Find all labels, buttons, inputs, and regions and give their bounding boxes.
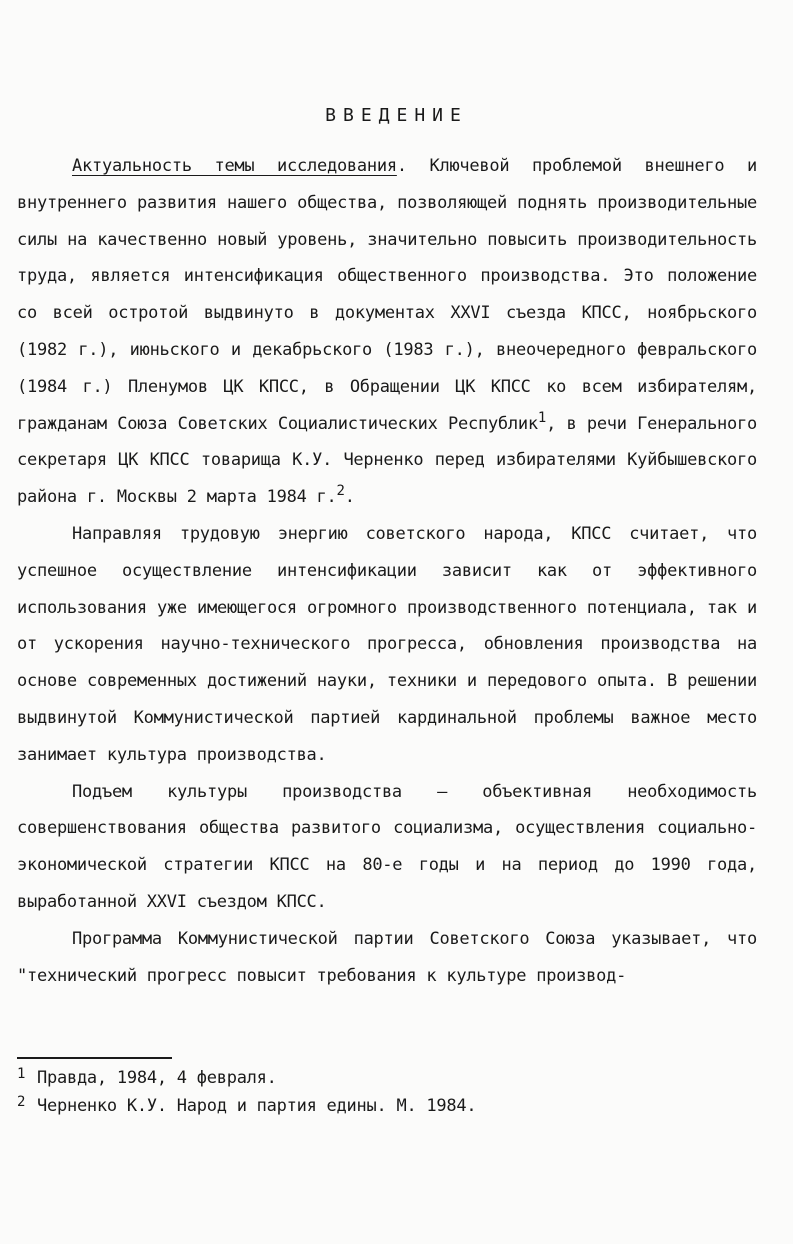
footnote-ref-2: 2	[336, 483, 345, 500]
paragraph-program: Программа Коммунистической партии Советского Союза указывает, что "технический прогресс повысит требования к культуре производ-	[17, 928, 757, 986]
section-lead: Актуальность темы исследования	[72, 156, 397, 176]
footnote-ref-1: 1	[537, 409, 547, 426]
footnote-2: 2 Черненко К.У. Народ и партия едины. М. 1984.	[17, 1094, 477, 1116]
paragraph-intensification: Направляя трудовую энергию советского народа, КПСС считает, что успешное осуществление интенсификации зависит как от эффективного использования уже имеющегося огромного производственного потенциала, так и от ускорения научно-технического прогресса, обновления производства на основе современных достижений науки, техники и передового опыта. В решении выдвинутой Коммунистической партией кардинальной проблемы важное место занимает культура производства.	[17, 523, 757, 765]
footnote-divider	[17, 1057, 172, 1059]
body-text	[17, 148, 757, 994]
paragraph-text: , в речи Генерального секретаря ЦК КПСС товарища К.У. Черненко перед избирателями Куйбышевского района г. Москвы 2 марта 1984 г.	[17, 413, 757, 508]
paragraph-text: . Ключевой проблемой внешнего и внутреннего развития нашего общества, позволяющей поднять производительные силы на качественно новый уровень, значительно повысить производительность труда, является интенсификация общественного производства. Это положение со всей остротой выдвинуто в документах XXVI съезда КПСС, ноябрьского (1982 г.), июньского и декабрьского (1983 г.), внеочередного февральского (1984 г.) Пленумов ЦК КПСС, в Обращении ЦК КПСС ко всем избирателям, гражданам Союза Советских Социалистических Республик	[17, 156, 758, 434]
paragraph-relevance: Актуальность темы исследования. Ключевой проблемой внешнего и внутреннего развития нашего общества, позволяющей поднять производительные силы на качественно новый уровень, значительно повысить производительность труда, является интенсификация общественного производства. Это положение со всей остротой выдвинуто в документах XXVI съезда КПСС, ноябрьского (1982 г.), июньского и декабрьского (1983 г.), внеочередного февральского (1984 г.) Пленумов ЦК КПСС, в Обращении ЦК КПСС ко всем избирателям, гражданам Союза Советских Социалистических Республик$^1$, в речи Генерального секретаря ЦК КПСС товарища К.У. Черненко перед избирателями Куйбышевского района г. Москвы 2 марта 1984 г.$^2$.	[17, 156, 758, 508]
footnotes	[17, 1064, 757, 1120]
footnote-text: Правда, 1984, 4 февраля.	[37, 1068, 277, 1088]
footnote-text: Черненко К.У. Народ и партия едины. М. 1984.	[37, 1096, 477, 1116]
page-title: ВВЕДЕНИЕ	[325, 105, 468, 126]
footnote-1: 1 Правда, 1984, 4 февраля.	[17, 1066, 277, 1088]
paragraph-production-culture: Подъем культуры производства – объективная необходимость совершенствования общества развитого социализма, осуществления социально-экономической стратегии КПСС на 80-е годы и на период до 1990 года, выработанной XXVI съездом КПСС.	[17, 781, 757, 912]
